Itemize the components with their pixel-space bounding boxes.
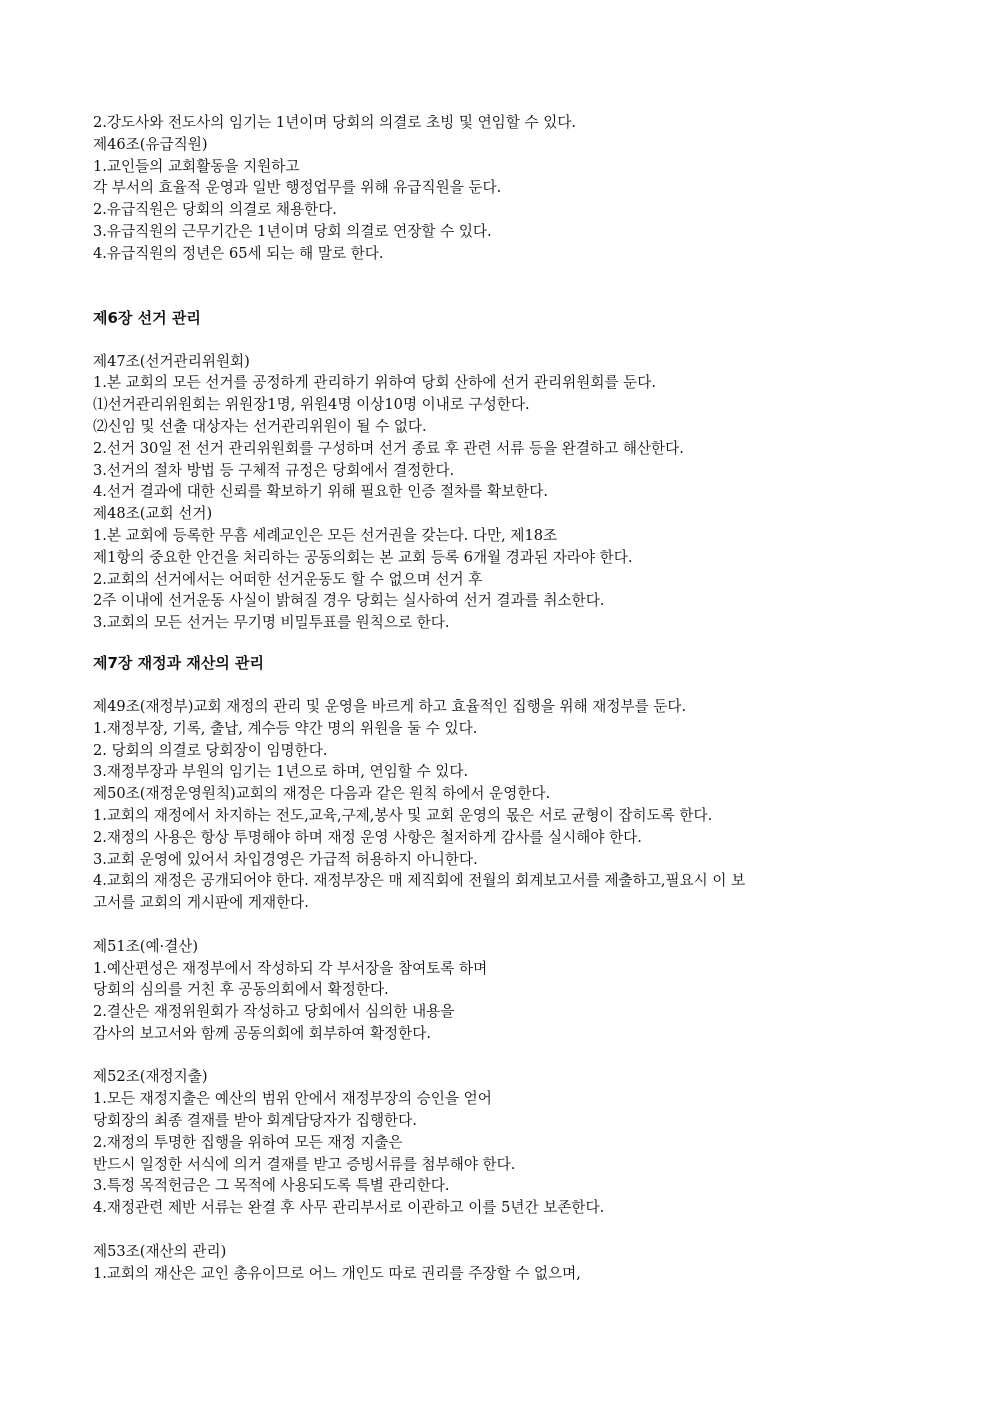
text-line: 4.선거 결과에 대한 신뢰를 확보하기 위해 필요한 인증 절차를 확보한다. [93,483,549,501]
text-line: ⑴선거관리위원회는 위원장1명, 위원4명 이상10명 이내로 구성한다. [93,396,530,414]
block-article-52 [93,1066,913,1219]
text-line: 2.재정의 투명한 집행을 위하여 모든 재정 지출은 [93,1133,403,1151]
text-line: 1.본 교회에 등록한 무흠 세례교인은 모든 선거권을 갖는다. 다만, 제18조 [93,526,558,544]
text-line: ⑵신임 및 선출 대상자는 선거관리위원이 될 수 없다. [93,417,427,435]
article-title: 제46조(유급직원) [93,135,208,153]
block-article-51 [93,936,913,1045]
text-line: 고서를 교회의 게시판에 게재한다. [93,894,309,912]
text-line: 4.유급직원의 정년은 65세 되는 해 말로 한다. [93,244,384,262]
article-title: 제50조(재정운영원칙)교회의 재정은 다음과 같은 원칙 하에서 운영한다. [93,785,551,803]
text-line: 2.유급직원은 당회의 의결로 채용한다. [93,201,337,219]
article-title: 제51조(예·결산) [93,937,199,955]
text-line: 1.교회의 재정에서 차지하는 전도,교육,구제,봉사 및 교회 운영의 몫은 서로 균형이 잡히도록 한다. [93,806,713,824]
block-article-49-50 [93,696,913,914]
text-line: 1.예산편성은 재정부에서 작성하되 각 부서장을 참여토록 하며 [93,959,488,977]
spacer [93,1045,913,1067]
text-line: 1.본 교회의 모든 선거를 공정하게 관리하기 위하여 당회 산하에 선거 관리위원회를 둔다. [93,374,657,392]
text-line: 각 부서의 효율적 운영과 일반 행정업무를 위해 유급직원을 둔다. [93,179,502,197]
text-line: 1.재정부장, 기록, 출납, 계수등 약간 명의 위원을 둘 수 있다. [93,719,478,737]
article-title: 제47조(선거관리위원회) [93,352,250,370]
document-page [93,112,913,1284]
spacer [93,634,913,652]
block-article-53 [93,1241,913,1285]
article-title: 제53조(재산의 관리) [93,1242,227,1260]
text-line: 1.교회의 재산은 교인 총유이므로 어느 개인도 따로 권리를 주장할 수 없으며, [93,1264,581,1282]
text-line: 3.교회의 모든 선거는 무기명 비밀투표를 원칙으로 한다. [93,614,450,632]
text-line: 4.재정관련 제반 서류는 완결 후 사무 관리부서로 이관하고 이를 5년간 보존한다. [93,1199,605,1217]
text-line: 2.결산은 재정위원회가 작성하고 당회에서 심의한 내용을 [93,1003,455,1021]
text-line: 2.선거 30일 전 선거 관리위원회를 구성하며 선거 종료 후 관련 서류 등을 완결하고 해산한다. [93,439,684,457]
text-line: 3.선거의 절차 방법 등 구체적 규정은 당회에서 결정한다. [93,461,455,479]
text-line: 제1항의 중요한 안건을 처리하는 공동의회는 본 교회 등록 6개월 경과된 자라야 한다. [93,548,633,566]
text-line: 1.모든 재정지출은 예산의 범위 안에서 재정부장의 승인을 얻어 [93,1090,492,1108]
text-line: 반드시 일정한 서식에 의거 결재를 받고 증빙서류를 첨부해야 한다. [93,1155,516,1173]
spacer [93,329,913,351]
text-line: 2.재정의 사용은 항상 투명해야 하며 재정 운영 사항은 철저하게 감사를 실시해야 한다. [93,828,642,846]
text-line: 3.교회 운영에 있어서 차입경영은 가급적 허용하지 아니한다. [93,850,478,868]
spacer [93,674,913,696]
article-title: 제52조(재정지출) [93,1068,208,1086]
text-line: 2.강도사와 전도사의 임기는 1년이며 당회의 의결로 초빙 및 연임할 수 있다. [93,114,577,131]
chapter-heading-7: 제7장 재정과 재산의 관리 [93,653,265,672]
text-line: 4.교회의 재정은 공개되어야 한다. 재정부장은 매 제직회에 전월의 회계보고서를 제출하고,필요시 이 보 [93,872,746,890]
spacer [93,1219,913,1241]
text-line: 당회의 심의를 거친 후 공동의회에서 확정한다. [93,981,389,999]
text-line: 당회장의 최종 결재를 받아 회계담당자가 집행한다. [93,1112,417,1130]
text-line: 3.재정부장과 부원의 임기는 1년으로 하며, 연임할 수 있다. [93,763,469,781]
article-title: 제48조(교회 선거) [93,505,213,523]
block-article-47-48 [93,351,913,634]
spacer [93,914,913,936]
text-line: 감사의 보고서와 함께 공동의회에 회부하여 확정한다. [93,1024,431,1042]
article-title: 제49조(재정부)교회 재정의 관리 및 운영을 바르게 하고 효율적인 집행을 위해 재정부를 둔다. [93,697,687,715]
text-line: 2주 이내에 선거운동 사실이 밝혀질 경우 당회는 실사하여 선거 결과를 취소한다. [93,592,605,610]
chapter-heading-6: 제6장 선거 관리 [93,308,201,327]
text-line: 3.특정 목적헌금은 그 목적에 사용되도록 특별 관리한다. [93,1177,450,1195]
text-line: 1.교인들의 교회활동을 지원하고 [93,157,300,175]
text-line: 2. 당회의 의결로 당회장이 임명한다. [93,741,328,759]
text-line: 3.유급직원의 근무기간은 1년이며 당회 의결로 연장할 수 있다. [93,222,492,240]
text-line: 2.교회의 선거에서는 어떠한 선거운동도 할 수 없으며 선거 후 [93,570,483,588]
spacer [93,265,913,307]
block-article-45-46 [93,112,913,265]
